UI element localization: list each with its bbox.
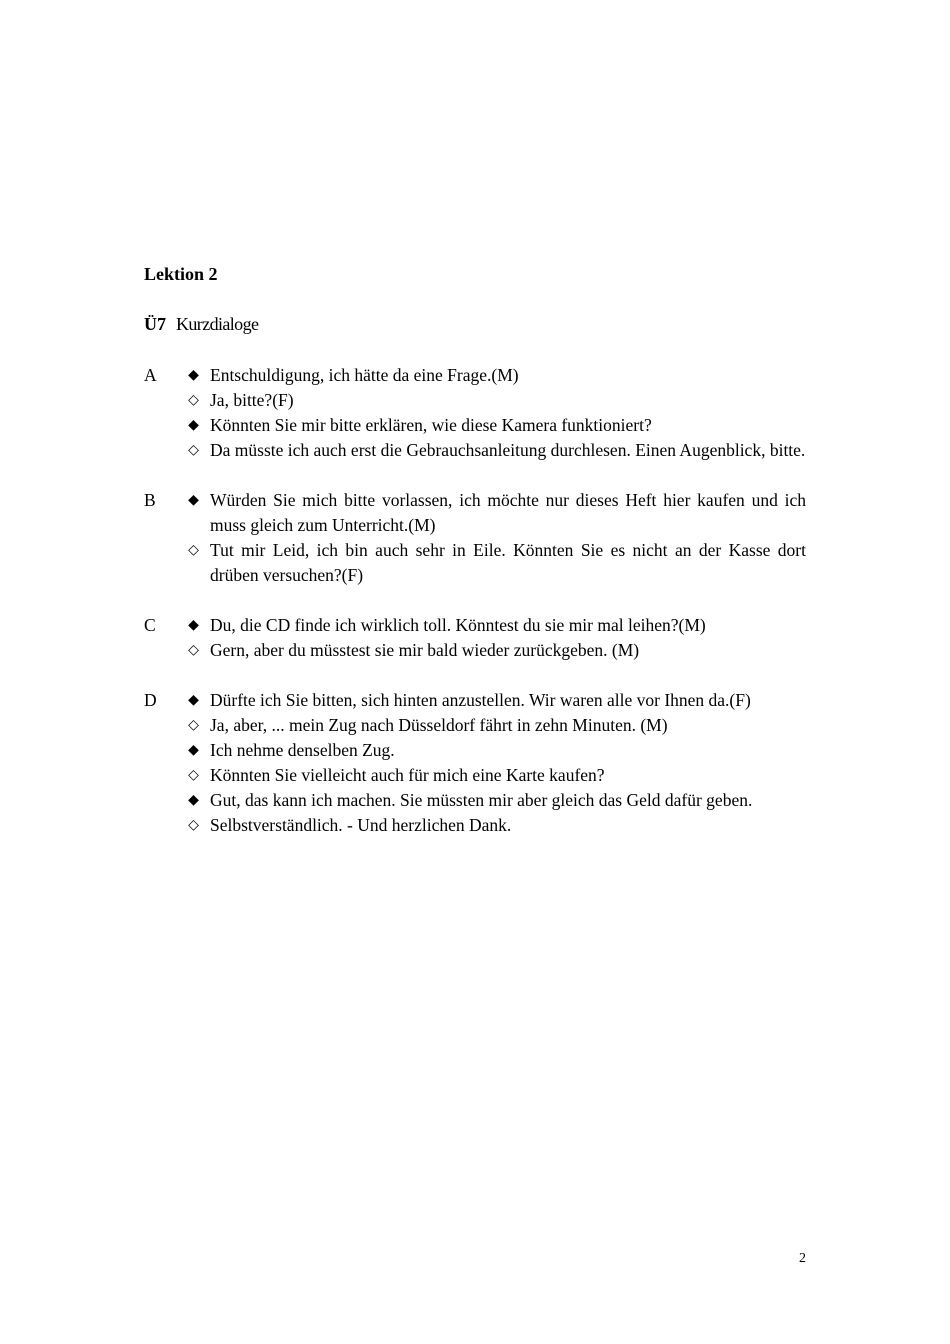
dialog-b [144, 488, 806, 588]
dialog-text: Könnten Sie mir bitte erklären, wie diese Kamera funktioniert? [210, 415, 652, 435]
dialog-text: Ich nehme denselben Zug. [210, 740, 395, 760]
filled-diamond-icon: ◆ [188, 617, 199, 633]
dialog-line [144, 413, 806, 438]
open-diamond-icon: ◇ [188, 767, 199, 783]
exercise-heading [144, 314, 258, 335]
open-diamond-icon: ◇ [188, 817, 199, 833]
dialog-line [144, 688, 806, 713]
dialog-text: Könnten Sie vielleicht auch für mich eine Karte kaufen? [210, 765, 605, 785]
page-number: 2 [799, 1251, 806, 1266]
dialog-line [144, 788, 806, 813]
dialog-letter: A [144, 365, 157, 385]
open-diamond-icon: ◇ [188, 717, 199, 733]
open-diamond-icon: ◇ [188, 392, 199, 408]
exercise-title: Kurzdialoge [176, 314, 259, 334]
dialog-line [144, 488, 806, 538]
dialog-line [144, 538, 806, 588]
dialog-list [144, 363, 806, 863]
dialog-line [144, 438, 806, 463]
dialog-text: Entschuldigung, ich hätte da eine Frage.(M) [210, 365, 519, 385]
lesson-title: Lektion 2 [144, 264, 218, 284]
dialog-line [144, 388, 806, 413]
filled-diamond-icon: ◆ [188, 492, 199, 508]
dialog-a [144, 363, 806, 463]
dialog-text: Dürfte ich Sie bitten, sich hinten anzustellen. Wir waren alle vor Ihnen da.(F) [210, 690, 751, 710]
filled-diamond-icon: ◆ [188, 417, 199, 433]
dialog-text: Ja, aber, ... mein Zug nach Düsseldorf fährt in zehn Minuten. (M) [210, 715, 668, 735]
dialog-d [144, 688, 806, 838]
dialog-text: Du, die CD finde ich wirklich toll. Könntest du sie mir mal leihen?(M) [210, 615, 706, 635]
open-diamond-icon: ◇ [188, 642, 199, 658]
filled-diamond-icon: ◆ [188, 792, 199, 808]
open-diamond-icon: ◇ [188, 542, 199, 558]
dialog-text: Gern, aber du müsstest sie mir bald wieder zurückgeben. (M) [210, 640, 640, 660]
dialog-line [144, 613, 806, 638]
dialog-text: Würden Sie mich bitte vorlassen, ich möchte nur dieses Heft hier kaufen und ich muss gleich zum Unterricht.(M) [210, 490, 806, 535]
dialog-line [144, 638, 806, 663]
dialog-letter: D [144, 690, 157, 710]
filled-diamond-icon: ◆ [188, 742, 199, 758]
dialog-line [144, 813, 806, 838]
open-diamond-icon: ◇ [188, 442, 199, 458]
dialog-text: Selbstverständlich. - Und herzlichen Dank. [210, 815, 512, 835]
dialog-letter: C [144, 615, 156, 635]
exercise-number: Ü7 [144, 314, 166, 334]
dialog-line [144, 763, 806, 788]
filled-diamond-icon: ◆ [188, 692, 199, 708]
dialog-line [144, 713, 806, 738]
dialog-text: Tut mir Leid, ich bin auch sehr in Eile. Könnten Sie es nicht an der Kasse dort drüben versuchen?(F) [210, 540, 806, 585]
dialog-text: Da müsste ich auch erst die Gebrauchsanleitung durchlesen. Einen Augenblick, bitte. [210, 440, 806, 460]
dialog-text: Ja, bitte?(F) [210, 390, 294, 410]
dialog-text: Gut, das kann ich machen. Sie müssten mir aber gleich das Geld dafür geben. [210, 790, 753, 810]
filled-diamond-icon: ◆ [188, 367, 199, 383]
dialog-line [144, 738, 806, 763]
dialog-line [144, 363, 806, 388]
dialog-letter: B [144, 490, 156, 510]
dialog-c [144, 613, 806, 663]
